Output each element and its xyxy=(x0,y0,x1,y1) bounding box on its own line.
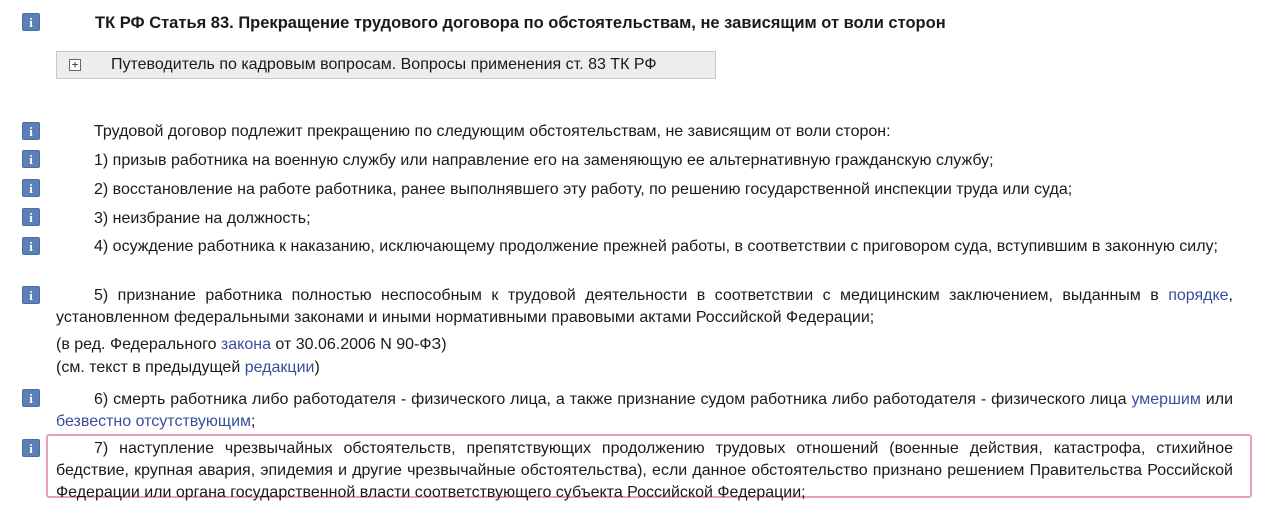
article-item-1 xyxy=(56,150,1233,172)
note-text: (см. текст в предыдущей xyxy=(56,359,245,376)
guide-label[interactable]: Путеводитель по кадровым вопросам. Вопросы применения ст. 83 ТК РФ xyxy=(111,56,657,73)
revision-note xyxy=(56,334,447,356)
item-1-text: 1) призыв работника на военную службу или направление его на заменяющую ее альтернативную гражданскую службу; xyxy=(94,152,994,169)
article-item-2 xyxy=(56,179,1233,201)
item-6-text-mid: или xyxy=(1200,391,1234,408)
link-poryadke[interactable]: порядке xyxy=(1168,287,1229,304)
link-bezvestno-otsutstvuyushchim[interactable]: безвестно отсутствующим xyxy=(56,413,252,430)
info-icon[interactable]: i xyxy=(22,150,40,168)
item-6-text-end: ; xyxy=(251,413,256,430)
article-title: ТК РФ Статья 83. Прекращение трудового договора по обстоятельствам, не зависящим от воли сторон xyxy=(95,14,946,32)
item-7-text: 7) наступление чрезвычайных обстоятельств, препятствующих продолжению трудовых отношений (военные действия, катастрофа, стихийное бедствие, крупная авария, эпидемия и другие чрезвычайные обстоятельства), если данное обстоятельство признано решением Правительства Российской Федерации или органа государственной власти соответствующего субъекта Российской Федерации; xyxy=(56,440,1233,501)
article-item-6 xyxy=(56,389,1233,433)
item-2-text: 2) восстановление на работе работника, ранее выполнявшего эту работу, по решению государственной инспекции труда или суда; xyxy=(94,181,1073,198)
item-6-text: 6) смерть работника либо работодателя - физического лица, а также признание судом работника либо работодателя - физического лица xyxy=(94,391,1132,408)
link-umershim[interactable]: умершим xyxy=(1131,391,1201,408)
item-3-text: 3) неизбрание на должность; xyxy=(94,210,311,227)
note-text: (в ред. Федерального xyxy=(56,336,221,353)
item-4-text: 4) осуждение работника к наказанию, исключающему продолжение прежней работы, в соответствии с приговором суда, вступившим в законную силу; xyxy=(94,238,1218,255)
info-icon[interactable]: i xyxy=(22,389,40,407)
note-text-end: ) xyxy=(314,359,320,376)
article-item-4 xyxy=(56,236,1233,258)
article-item-3 xyxy=(56,208,1233,230)
info-icon[interactable]: i xyxy=(22,237,40,255)
item-5-text: 5) признание работника полностью неспособным к трудовой деятельности в соответствии с медицинским заключением, выданным в xyxy=(94,287,1169,304)
note-text-end: от 30.06.2006 N 90-ФЗ) xyxy=(270,336,447,353)
article-item-7 xyxy=(56,438,1233,504)
previous-edition-note xyxy=(56,357,320,379)
info-icon[interactable]: i xyxy=(22,13,40,31)
article-item-5 xyxy=(56,285,1233,329)
info-icon[interactable]: i xyxy=(22,208,40,226)
info-icon[interactable]: i xyxy=(22,286,40,304)
item-5-text-end: , установленном федеральными законами и иными нормативными правовыми актами Российской Федерации; xyxy=(56,287,1233,326)
expand-plus-icon[interactable]: + xyxy=(69,59,81,71)
info-icon[interactable]: i xyxy=(22,439,40,457)
info-icon[interactable]: i xyxy=(22,179,40,197)
intro-text: Трудовой договор подлежит прекращению по следующим обстоятельствам, не зависящим от воли сторон: xyxy=(94,123,891,140)
info-icon[interactable]: i xyxy=(22,122,40,140)
link-zakona[interactable]: закона xyxy=(220,336,271,353)
guide-expander[interactable] xyxy=(56,51,716,79)
link-redakcii[interactable]: редакции xyxy=(244,359,315,376)
article-intro xyxy=(56,121,1233,143)
